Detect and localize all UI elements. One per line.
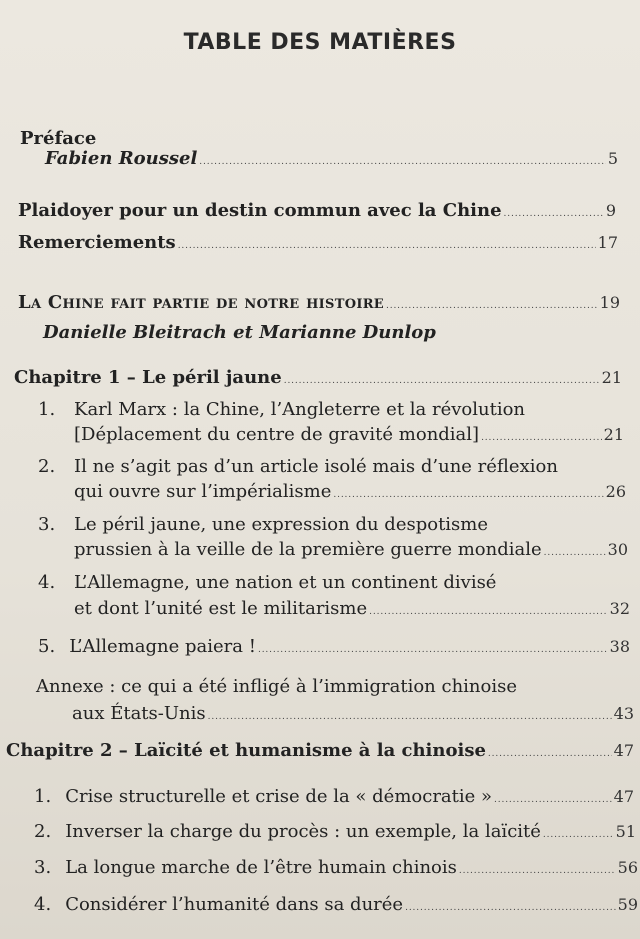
page-number: 30 <box>607 540 628 559</box>
page-number: 26 <box>605 482 626 501</box>
dot-leader <box>199 148 606 173</box>
item-line2: prussien à la veille de la première guerre mondiale <box>74 539 542 560</box>
dot-leader <box>333 481 603 506</box>
toc-ch1-item-1 <box>74 424 624 449</box>
toc-entry-preface: Préface <box>20 128 97 149</box>
page-number: 59 <box>617 895 638 914</box>
toc-entry-plaidoyer <box>18 200 616 225</box>
page-number: 38 <box>609 637 630 656</box>
page-number: 56 <box>617 858 638 877</box>
toc-ch1-annexe <box>72 703 634 728</box>
item-line1: Inverser la charge du procès : un exemple, la laïcité <box>65 821 541 842</box>
item-line1: La longue marche de l’être humain chinois <box>65 857 457 878</box>
toc-ch2-item-2 <box>34 821 636 846</box>
item-line1: Il ne s’agit pas d’un article isolé mais d’une réflexion <box>74 456 558 477</box>
item-number: 3. <box>38 514 56 535</box>
entry-label: Chapitre 2 – Laïcité et humanisme à la chinoise <box>6 740 486 761</box>
toc-entry-partie <box>18 292 620 317</box>
dot-leader <box>543 821 614 846</box>
toc-ch2-item-4 <box>34 894 638 919</box>
item-line2: et dont l’unité est le militarisme <box>74 598 368 619</box>
item-number: 5. <box>38 636 56 657</box>
toc-ch1-item-4 <box>74 598 630 623</box>
toc-ch1-item-3 <box>74 539 628 564</box>
annexe-line2: aux États-Unis <box>72 703 206 724</box>
toc-entry-preface-author <box>45 148 618 173</box>
entry-label: Plaidoyer pour un destin commun avec la Chine <box>18 200 502 221</box>
entry-label: Remerciements <box>18 232 176 253</box>
toc-ch2-item-1 <box>34 786 634 811</box>
item-line2: [Déplacement du centre de gravité mondial] <box>74 424 480 445</box>
page-number: 51 <box>615 822 636 841</box>
toc-chapter-1 <box>14 367 622 392</box>
item-number: 2. <box>34 821 52 842</box>
toc-ch1-item-5 <box>38 636 630 661</box>
page-number: 17 <box>597 233 618 252</box>
dot-leader <box>405 894 616 919</box>
item-line1: Considérer l’humanité dans sa durée <box>65 894 404 915</box>
dot-leader <box>258 636 608 661</box>
item-line1: Karl Marx : la Chine, l’Angleterre et la révolution <box>74 399 526 420</box>
page-number: 21 <box>603 425 624 444</box>
dot-leader <box>504 200 604 225</box>
page-number: 43 <box>613 704 634 723</box>
toc-entry-partie-authors: Danielle Bleitrach et Marianne Dunlop <box>43 322 436 343</box>
page-number: 9 <box>605 201 616 220</box>
dot-leader <box>481 424 602 449</box>
item-number: 3. <box>34 857 52 878</box>
page-number: 21 <box>601 368 622 387</box>
item-number: 2. <box>38 456 56 477</box>
item-line2: qui ouvre sur l’impérialisme <box>74 481 332 502</box>
entry-label: Chapitre 1 – Le péril jaune <box>14 367 282 388</box>
item-number: 1. <box>38 399 56 420</box>
item-number: 1. <box>34 786 52 807</box>
page-number: 19 <box>599 293 620 312</box>
dot-leader <box>488 740 612 765</box>
dot-leader <box>544 539 606 564</box>
item-line1: L’Allemagne paiera ! <box>69 636 256 657</box>
page-number: 47 <box>613 787 634 806</box>
dot-leader <box>494 786 612 811</box>
dot-leader <box>178 232 596 257</box>
page-number: 32 <box>609 599 630 618</box>
dot-leader <box>369 598 607 623</box>
page-number: 5 <box>607 149 618 168</box>
entry-label: La Chine fait partie de notre histoire <box>18 292 385 313</box>
toc-entry-remerciements <box>18 232 618 257</box>
item-line1: L’Allemagne, une nation et un continent divisé <box>74 572 497 593</box>
toc-chapter-2 <box>6 740 634 765</box>
page-number: 47 <box>613 741 634 760</box>
dot-leader <box>208 703 612 728</box>
annexe-line1: Annexe : ce qui a été infligé à l’immigration chinoise <box>36 676 518 697</box>
dot-leader <box>284 367 600 392</box>
entry-author: Fabien Roussel <box>45 148 198 169</box>
item-line1: Crise structurelle et crise de la « démocratie » <box>65 786 493 807</box>
item-number: 4. <box>34 894 52 915</box>
page-title: TABLE DES MATIÈRES <box>183 30 457 55</box>
dot-leader <box>459 857 616 882</box>
toc-ch1-item-2 <box>74 481 626 506</box>
item-line1: Le péril jaune, une expression du despotisme <box>74 514 489 535</box>
item-number: 4. <box>38 572 56 593</box>
dot-leader <box>386 292 598 317</box>
toc-ch2-item-3 <box>34 857 638 882</box>
